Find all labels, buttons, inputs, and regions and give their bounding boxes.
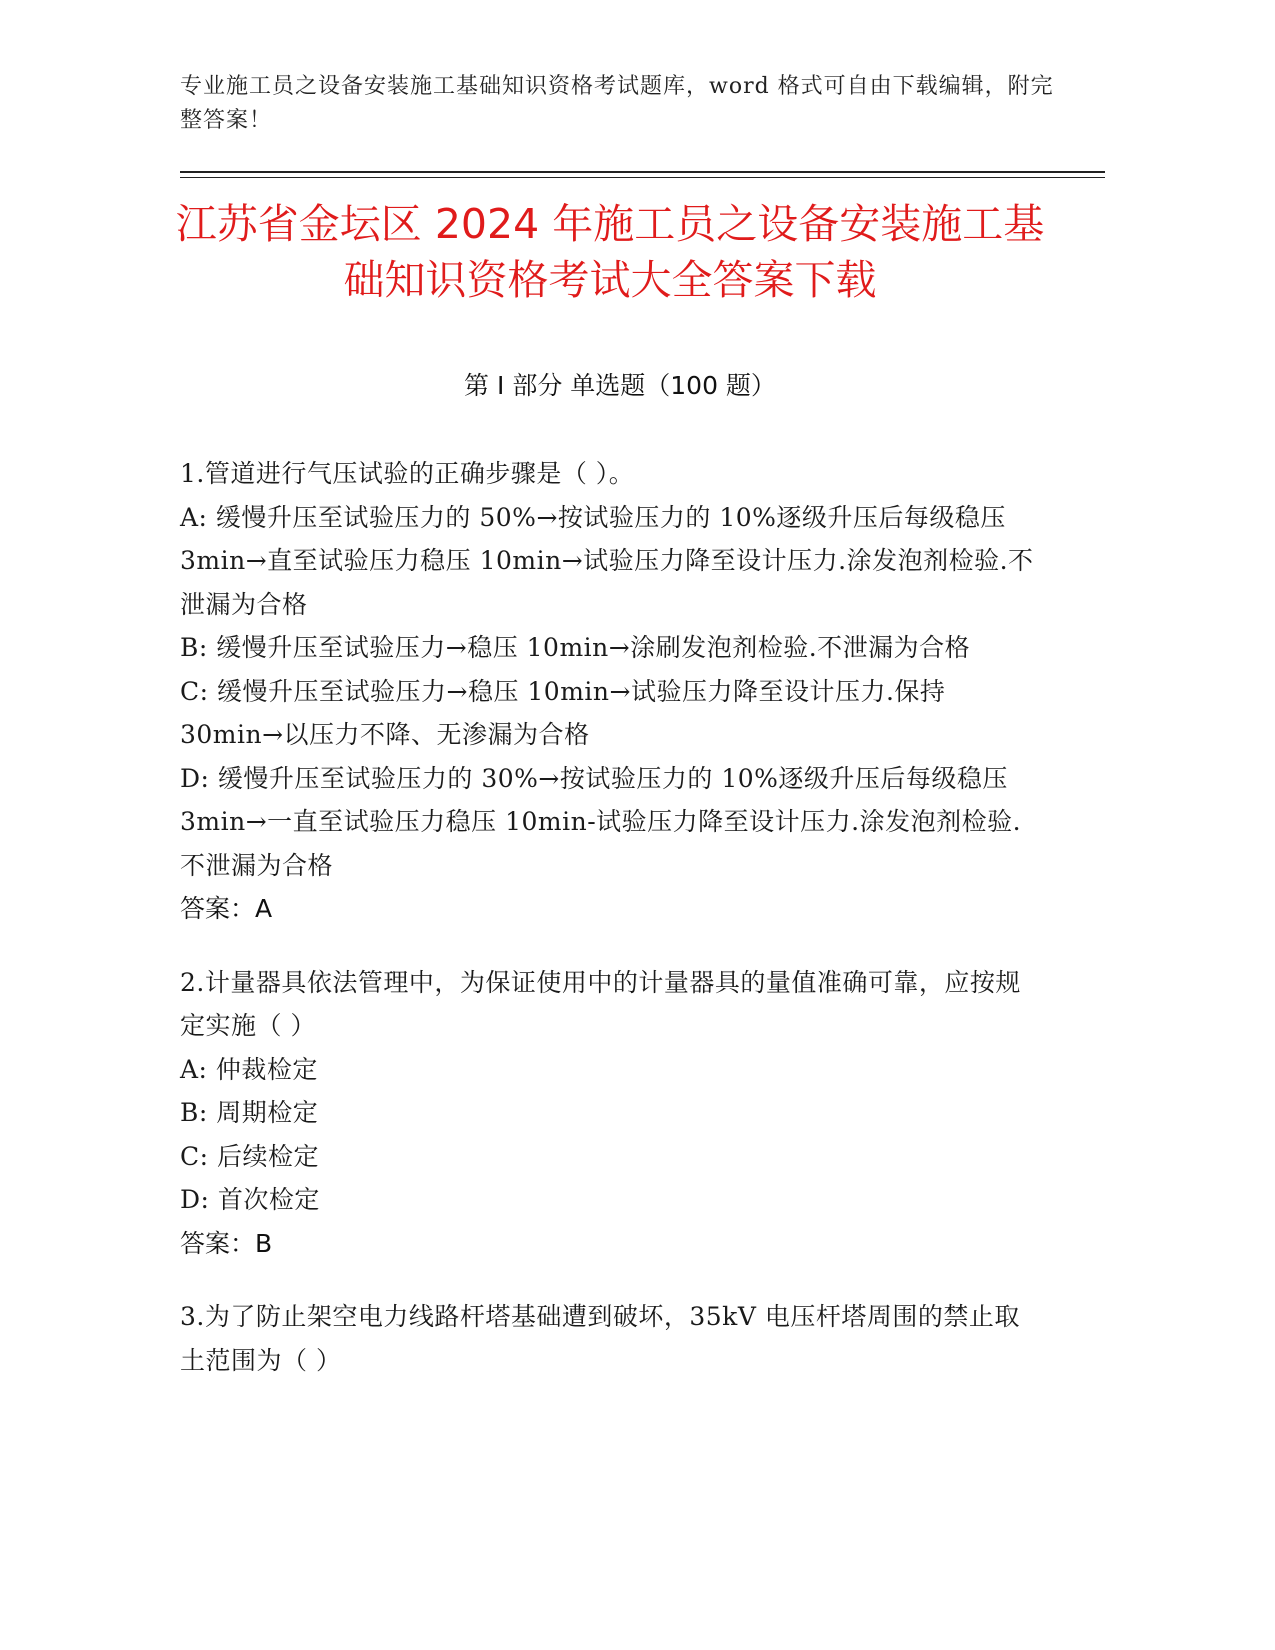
header-note: 专业施工员之设备安装施工基础知识资格考试题库，word 格式可自由下载编辑，附完整答案！ <box>180 74 1054 133</box>
option-c: C: 缓慢升压至试验压力→稳压 10min→试验压力降至设计压力.保持 30min→以压力不降、无渗漏为合格 <box>180 676 946 749</box>
option-b: B: 缓慢升压至试验压力→稳压 10min→涂刷发泡剂检验.不泄漏为合格 <box>180 633 971 662</box>
option-d: D: 缓慢升压至试验压力的 30%→按试验压力的 10%逐级升压后每级稳压 3min→一直至试验压力稳压 10min-试验压力降至设计压力.涂发泡剂检验.不泄漏为合格 <box>180 763 1022 880</box>
section-title: 第 I 部分 单选题（100 题） <box>464 371 776 400</box>
question-1 <box>180 452 1040 931</box>
answer-line: 答案：B <box>180 1228 273 1258</box>
question-2 <box>180 961 1040 1266</box>
option-c: C: 后续检定 <box>180 1141 319 1171</box>
question-stem: 1.管道进行气压试验的正确步骤是（ ）。 <box>180 459 635 488</box>
header-divider-thin <box>180 177 1105 178</box>
option-a: A: 缓慢升压至试验压力的 50%→按试验压力的 10%逐级升压后每级稳压 3min→直至试验压力稳压 10min→试验压力降至设计压力.涂发泡剂检验.不泄漏为合格 <box>180 502 1034 619</box>
answer-line: 答案：A <box>180 894 273 923</box>
header-divider-thick <box>180 171 1105 173</box>
option-b: B: 周期检定 <box>180 1098 319 1127</box>
question-3 <box>180 1295 1040 1382</box>
option-d: D: 首次检定 <box>180 1185 320 1214</box>
question-stem: 2.计量器具依法管理中，为保证使用中的计量器具的量值准确可靠，应按规定实施（ ） <box>180 967 1021 1040</box>
question-stem: 3.为了防止架空电力线路杆塔基础遭到破坏，35kV 电压杆塔周围的禁止取土范围为（ ） <box>180 1302 1020 1375</box>
document-title: 江苏省金坛区 2024 年施工员之设备安装施工基础知识资格考试大全答案下载 <box>175 200 1045 304</box>
option-a: A: 仲裁检定 <box>180 1054 318 1084</box>
question-list <box>180 452 1040 1412</box>
